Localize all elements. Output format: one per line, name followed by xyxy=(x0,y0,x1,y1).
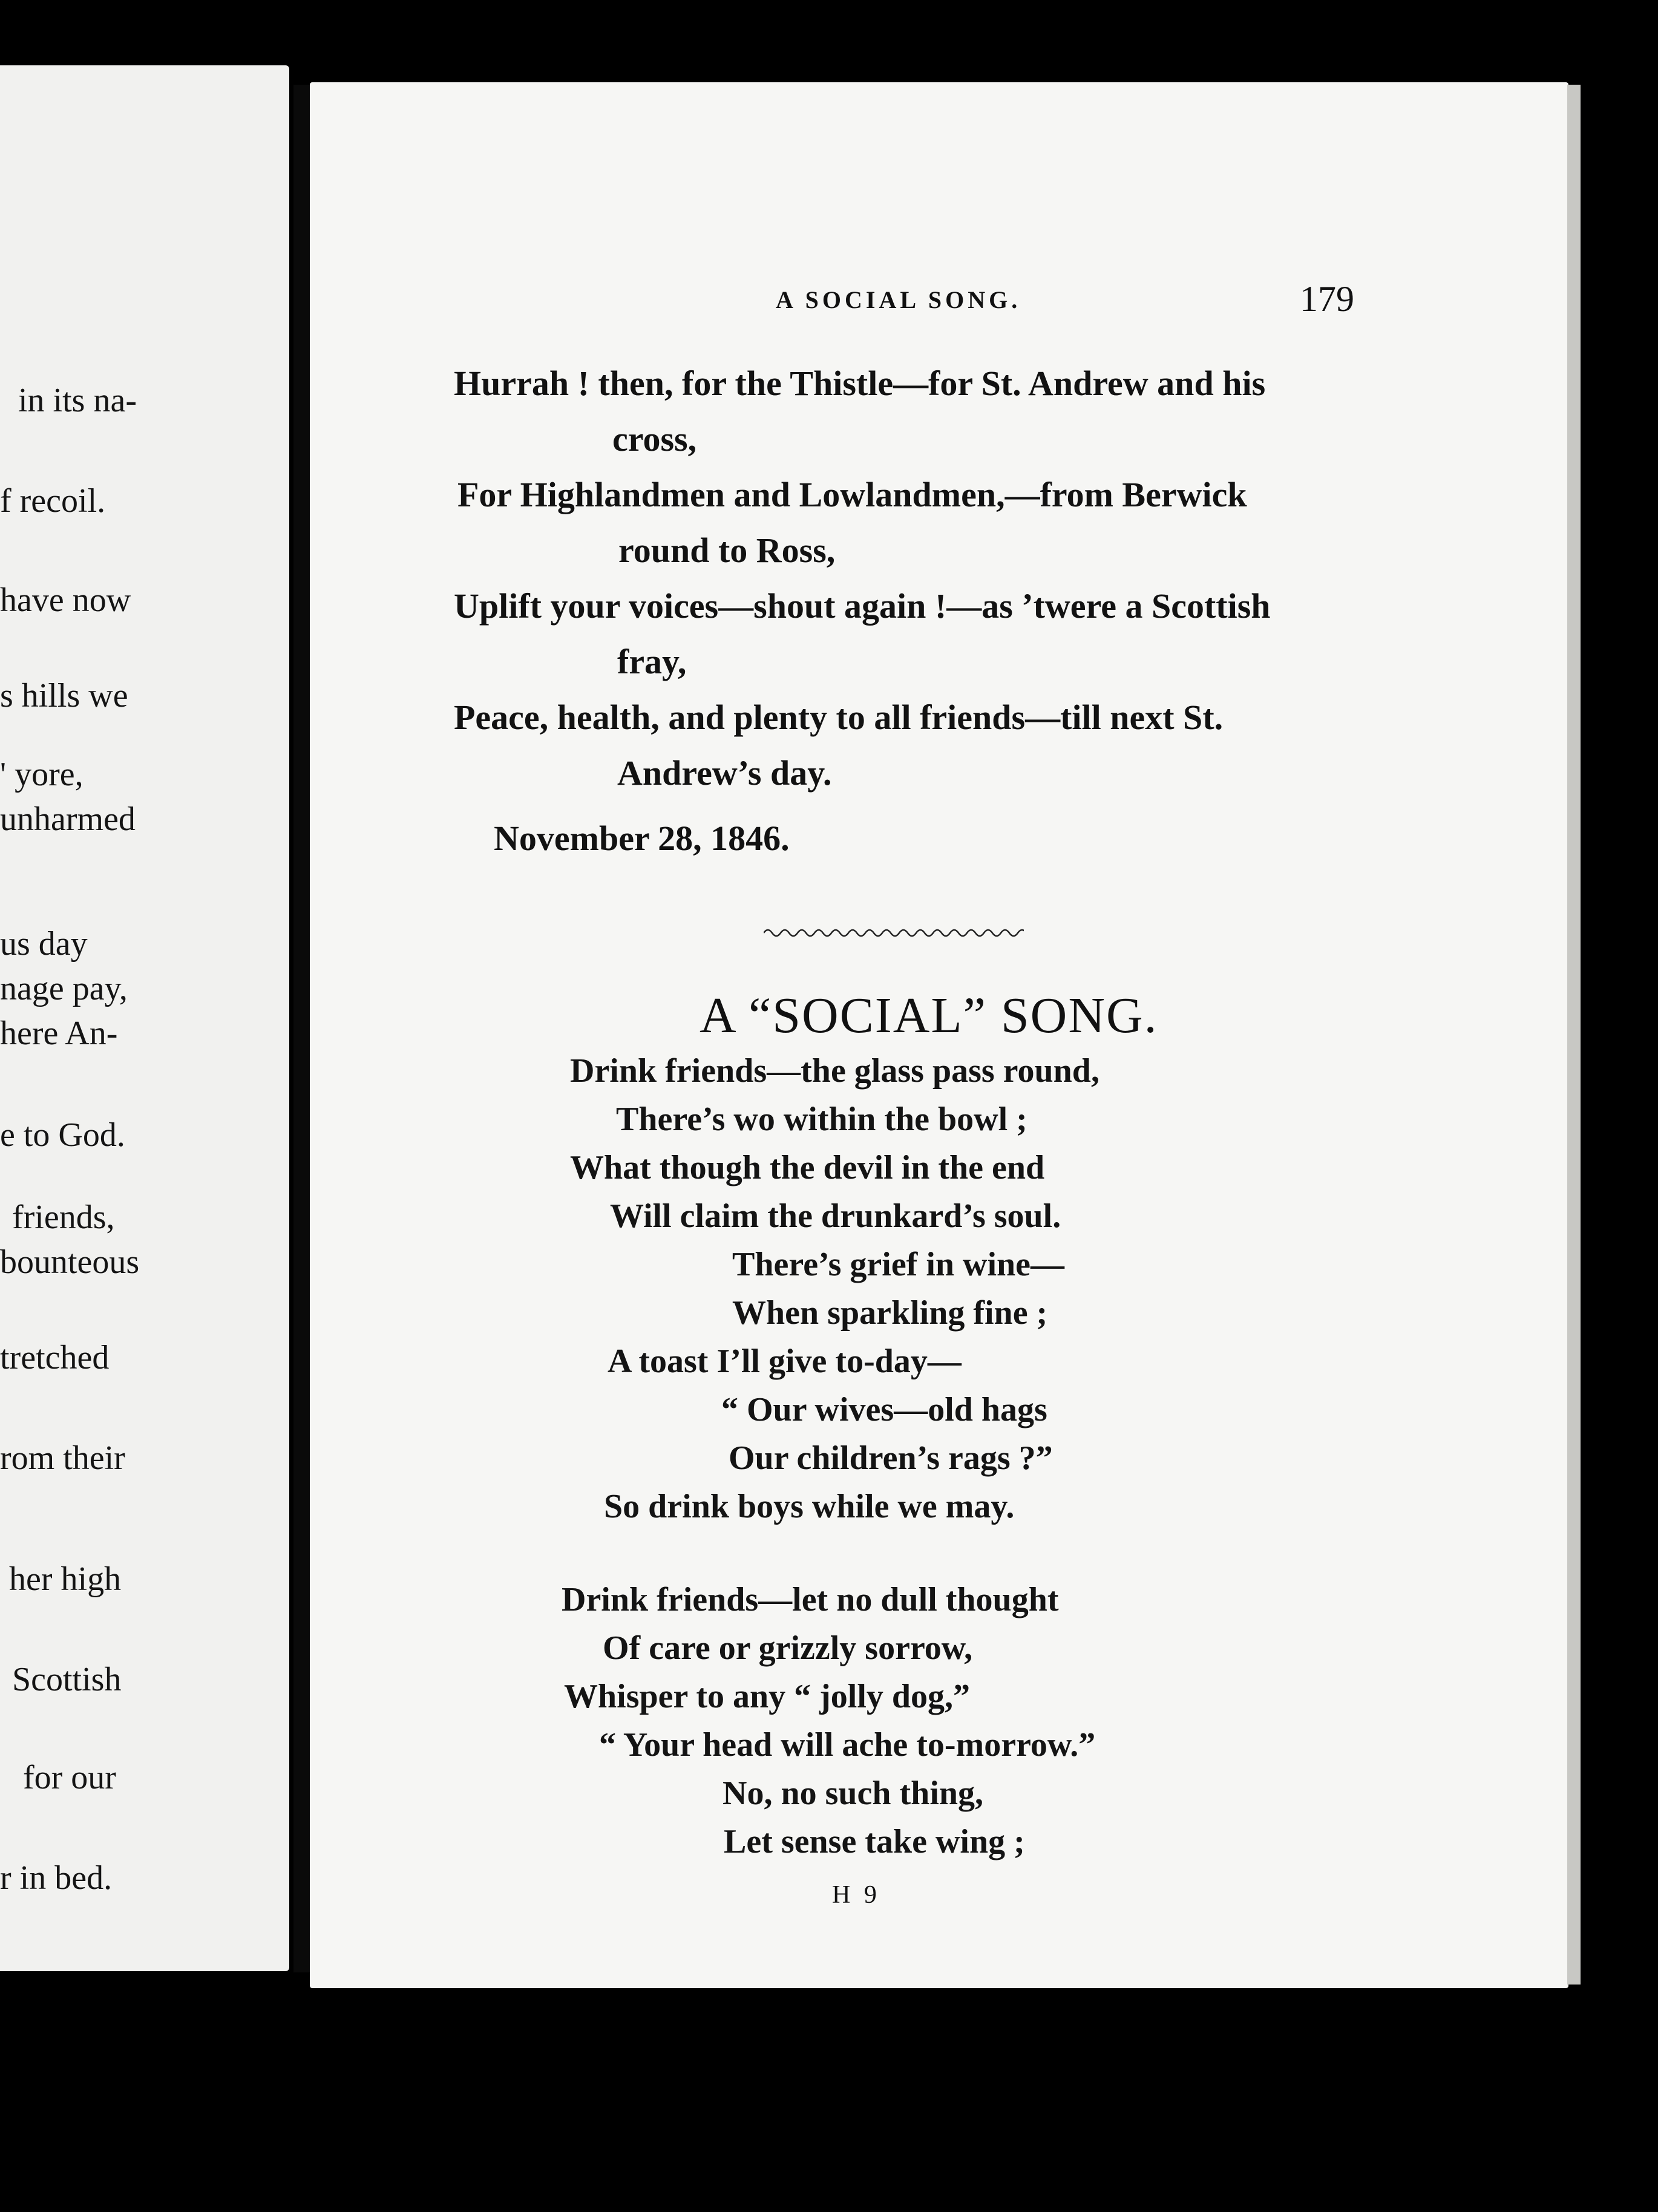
song-line: There’s grief in wine— xyxy=(732,1246,1065,1283)
verse-line: Uplift your voices—shout again !—as ’twere a Scottish xyxy=(454,586,1271,626)
song-line: There’s wo within the bowl ; xyxy=(616,1101,1027,1138)
song-line: No, no such thing, xyxy=(723,1775,984,1812)
left-fragment: e to God. xyxy=(0,1116,125,1154)
left-fragment: ' yore, xyxy=(0,756,84,793)
song-line: So drink boys while we may. xyxy=(604,1488,1015,1525)
left-fragment: r in bed. xyxy=(0,1859,113,1897)
left-fragment: Scottish xyxy=(12,1661,122,1698)
left-fragment: rom their xyxy=(0,1439,125,1477)
song-line: What though the devil in the end xyxy=(570,1149,1045,1186)
left-fragment: her high xyxy=(9,1560,122,1598)
page-number: 179 xyxy=(1300,279,1354,319)
song-line: Of care or grizzly sorrow, xyxy=(603,1629,973,1667)
date-line: November 28, 1846. xyxy=(494,819,790,858)
verse-line: round to Ross, xyxy=(618,531,836,570)
left-fragment: for our xyxy=(23,1759,116,1796)
verse-line: Hurrah ! then, for the Thistle—for St. Andrew and his xyxy=(454,364,1266,403)
song-line: When sparkling fine ; xyxy=(732,1294,1048,1332)
page-edge xyxy=(1567,85,1581,1985)
left-fragment: tretched xyxy=(0,1339,110,1376)
song-line: Let sense take wing ; xyxy=(724,1823,1025,1860)
left-fragment: nage pay, xyxy=(0,970,128,1007)
verse-line: Peace, health, and plenty to all friends—till next St. xyxy=(454,698,1224,737)
book-spine-gutter xyxy=(293,85,312,1972)
left-fragment: here An- xyxy=(0,1015,118,1052)
song-line: Whisper to any “ jolly dog,” xyxy=(564,1678,971,1715)
left-fragment: f recoil. xyxy=(0,482,106,520)
left-fragment: friends, xyxy=(12,1199,115,1236)
left-fragment: us day xyxy=(0,925,88,963)
left-fragment: bounteous xyxy=(0,1243,140,1281)
left-fragment: s hills we xyxy=(0,677,128,715)
running-head: A SOCIAL SONG. xyxy=(776,286,1021,313)
ornamental-separator xyxy=(764,926,1024,940)
left-fragment: have now xyxy=(0,581,131,619)
verse-line: cross, xyxy=(612,419,697,459)
verse-line: For Highlandmen and Lowlandmen,—from Berwick xyxy=(457,475,1247,514)
left-fragment: unharmed xyxy=(0,800,136,838)
song-line: Drink friends—let no dull thought xyxy=(562,1581,1059,1618)
song-line: “ Your head will ache to-morrow.” xyxy=(599,1726,1096,1764)
song-line: A toast I’ll give to-day— xyxy=(608,1343,962,1380)
song-line: Will claim the drunkard’s soul. xyxy=(610,1197,1061,1235)
signature-mark: H 9 xyxy=(832,1881,880,1909)
verse-line: Andrew’s day. xyxy=(617,753,832,793)
song-line: Our children’s rags ?” xyxy=(729,1439,1053,1477)
left-fragment: in its na- xyxy=(18,382,137,419)
song-title: A “SOCIAL” SONG. xyxy=(700,987,1158,1044)
verse-line: fray, xyxy=(617,642,687,681)
song-line: Drink friends—the glass pass round, xyxy=(570,1052,1099,1090)
left-facing-page xyxy=(0,65,289,1971)
song-line: “ Our wives—old hags xyxy=(721,1391,1047,1428)
